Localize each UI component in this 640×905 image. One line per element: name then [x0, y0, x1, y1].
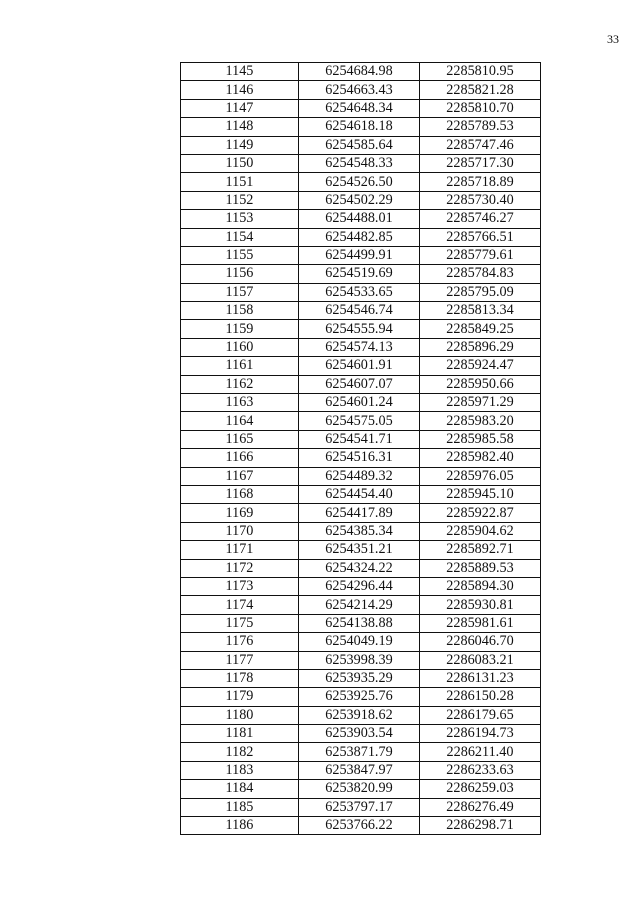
- y-coordinate-cell: 2285894.30: [419, 577, 540, 595]
- y-coordinate-cell: 2285982.40: [419, 449, 540, 467]
- table-row: [181, 283, 541, 301]
- x-coordinate-cell: 6253820.99: [298, 780, 419, 798]
- y-coordinate-cell: 2285717.30: [419, 154, 540, 172]
- y-coordinate-cell: 2286150.28: [419, 688, 540, 706]
- y-coordinate-cell: 2286211.40: [419, 743, 540, 761]
- y-coordinate-cell: 2285849.25: [419, 320, 540, 338]
- point-number-cell: 1179: [181, 688, 299, 706]
- y-coordinate-cell: 2286259.03: [419, 780, 540, 798]
- y-coordinate-cell: 2285813.34: [419, 302, 540, 320]
- x-coordinate-cell: 6254482.85: [298, 228, 419, 246]
- y-coordinate-cell: 2285971.29: [419, 394, 540, 412]
- table-row: [181, 559, 541, 577]
- y-coordinate-cell: 2285904.62: [419, 522, 540, 540]
- coordinates-table-body: [181, 63, 541, 835]
- y-coordinate-cell: 2285810.70: [419, 99, 540, 117]
- x-coordinate-cell: 6254214.29: [298, 596, 419, 614]
- table-row: [181, 173, 541, 191]
- y-coordinate-cell: 2285766.51: [419, 228, 540, 246]
- y-coordinate-cell: 2285896.29: [419, 338, 540, 356]
- y-coordinate-cell: 2285810.95: [419, 63, 540, 81]
- table-row: [181, 743, 541, 761]
- x-coordinate-cell: 6254648.34: [298, 99, 419, 117]
- x-coordinate-cell: 6254488.01: [298, 210, 419, 228]
- y-coordinate-cell: 2285930.81: [419, 596, 540, 614]
- y-coordinate-cell: 2286046.70: [419, 633, 540, 651]
- x-coordinate-cell: 6254324.22: [298, 559, 419, 577]
- point-number-cell: 1161: [181, 357, 299, 375]
- y-coordinate-cell: 2285981.61: [419, 614, 540, 632]
- x-coordinate-cell: 6254533.65: [298, 283, 419, 301]
- coordinates-table: [180, 62, 541, 835]
- x-coordinate-cell: 6254546.74: [298, 302, 419, 320]
- point-number-cell: 1152: [181, 191, 299, 209]
- table-row: [181, 522, 541, 540]
- table-row: [181, 688, 541, 706]
- table-row: [181, 302, 541, 320]
- table-row: [181, 191, 541, 209]
- x-coordinate-cell: 6254296.44: [298, 577, 419, 595]
- point-number-cell: 1163: [181, 394, 299, 412]
- x-coordinate-cell: 6254385.34: [298, 522, 419, 540]
- point-number-cell: 1168: [181, 485, 299, 503]
- point-number-cell: 1155: [181, 246, 299, 264]
- y-coordinate-cell: 2286131.23: [419, 669, 540, 687]
- table-row: [181, 81, 541, 99]
- point-number-cell: 1156: [181, 265, 299, 283]
- point-number-cell: 1159: [181, 320, 299, 338]
- table-row: [181, 651, 541, 669]
- table-row: [181, 669, 541, 687]
- point-number-cell: 1170: [181, 522, 299, 540]
- x-coordinate-cell: 6254499.91: [298, 246, 419, 264]
- y-coordinate-cell: 2285746.27: [419, 210, 540, 228]
- point-number-cell: 1166: [181, 449, 299, 467]
- x-coordinate-cell: 6254555.94: [298, 320, 419, 338]
- table-row: [181, 228, 541, 246]
- page-number: 33: [607, 32, 619, 46]
- y-coordinate-cell: 2286179.65: [419, 706, 540, 724]
- table-row: [181, 725, 541, 743]
- x-coordinate-cell: 6254585.64: [298, 136, 419, 154]
- point-number-cell: 1158: [181, 302, 299, 320]
- y-coordinate-cell: 2285747.46: [419, 136, 540, 154]
- point-number-cell: 1176: [181, 633, 299, 651]
- point-number-cell: 1148: [181, 118, 299, 136]
- y-coordinate-cell: 2285718.89: [419, 173, 540, 191]
- y-coordinate-cell: 2285924.47: [419, 357, 540, 375]
- point-number-cell: 1186: [181, 817, 299, 835]
- x-coordinate-cell: 6254526.50: [298, 173, 419, 191]
- table-row: [181, 357, 541, 375]
- x-coordinate-cell: 6254607.07: [298, 375, 419, 393]
- table-row: [181, 246, 541, 264]
- x-coordinate-cell: 6253925.76: [298, 688, 419, 706]
- table-row: [181, 817, 541, 835]
- point-number-cell: 1184: [181, 780, 299, 798]
- x-coordinate-cell: 6254489.32: [298, 467, 419, 485]
- y-coordinate-cell: 2286083.21: [419, 651, 540, 669]
- point-number-cell: 1165: [181, 430, 299, 448]
- table-row: [181, 577, 541, 595]
- x-coordinate-cell: 6253998.39: [298, 651, 419, 669]
- y-coordinate-cell: 2285779.61: [419, 246, 540, 264]
- table-row: [181, 485, 541, 503]
- table-row: [181, 394, 541, 412]
- table-row: [181, 780, 541, 798]
- x-coordinate-cell: 6254684.98: [298, 63, 419, 81]
- y-coordinate-cell: 2285795.09: [419, 283, 540, 301]
- x-coordinate-cell: 6254516.31: [298, 449, 419, 467]
- x-coordinate-cell: 6254601.91: [298, 357, 419, 375]
- x-coordinate-cell: 6253903.54: [298, 725, 419, 743]
- point-number-cell: 1153: [181, 210, 299, 228]
- point-number-cell: 1181: [181, 725, 299, 743]
- x-coordinate-cell: 6254502.29: [298, 191, 419, 209]
- point-number-cell: 1169: [181, 504, 299, 522]
- table-row: [181, 430, 541, 448]
- table-row: [181, 412, 541, 430]
- point-number-cell: 1175: [181, 614, 299, 632]
- x-coordinate-cell: 6254575.05: [298, 412, 419, 430]
- table-row: [181, 596, 541, 614]
- y-coordinate-cell: 2286298.71: [419, 817, 540, 835]
- y-coordinate-cell: 2285789.53: [419, 118, 540, 136]
- point-number-cell: 1157: [181, 283, 299, 301]
- point-number-cell: 1146: [181, 81, 299, 99]
- y-coordinate-cell: 2285950.66: [419, 375, 540, 393]
- point-number-cell: 1145: [181, 63, 299, 81]
- table-row: [181, 154, 541, 172]
- table-row: [181, 210, 541, 228]
- table-row: [181, 798, 541, 816]
- y-coordinate-cell: 2285730.40: [419, 191, 540, 209]
- point-number-cell: 1147: [181, 99, 299, 117]
- x-coordinate-cell: 6254601.24: [298, 394, 419, 412]
- point-number-cell: 1160: [181, 338, 299, 356]
- y-coordinate-cell: 2285922.87: [419, 504, 540, 522]
- x-coordinate-cell: 6254417.89: [298, 504, 419, 522]
- x-coordinate-cell: 6253935.29: [298, 669, 419, 687]
- x-coordinate-cell: 6254519.69: [298, 265, 419, 283]
- point-number-cell: 1172: [181, 559, 299, 577]
- table-row: [181, 320, 541, 338]
- table-row: [181, 633, 541, 651]
- table-row: [181, 63, 541, 81]
- table-row: [181, 449, 541, 467]
- point-number-cell: 1183: [181, 761, 299, 779]
- table-row: [181, 375, 541, 393]
- x-coordinate-cell: 6253766.22: [298, 817, 419, 835]
- y-coordinate-cell: 2286276.49: [419, 798, 540, 816]
- table-row: [181, 338, 541, 356]
- x-coordinate-cell: 6253871.79: [298, 743, 419, 761]
- table-row: [181, 504, 541, 522]
- y-coordinate-cell: 2285889.53: [419, 559, 540, 577]
- x-coordinate-cell: 6254663.43: [298, 81, 419, 99]
- x-coordinate-cell: 6254548.33: [298, 154, 419, 172]
- y-coordinate-cell: 2285976.05: [419, 467, 540, 485]
- x-coordinate-cell: 6254049.19: [298, 633, 419, 651]
- point-number-cell: 1149: [181, 136, 299, 154]
- x-coordinate-cell: 6253797.17: [298, 798, 419, 816]
- y-coordinate-cell: 2285784.83: [419, 265, 540, 283]
- x-coordinate-cell: 6254138.88: [298, 614, 419, 632]
- point-number-cell: 1164: [181, 412, 299, 430]
- table-row: [181, 614, 541, 632]
- table-row: [181, 118, 541, 136]
- point-number-cell: 1178: [181, 669, 299, 687]
- x-coordinate-cell: 6253918.62: [298, 706, 419, 724]
- y-coordinate-cell: 2285985.58: [419, 430, 540, 448]
- x-coordinate-cell: 6253847.97: [298, 761, 419, 779]
- y-coordinate-cell: 2285945.10: [419, 485, 540, 503]
- point-number-cell: 1173: [181, 577, 299, 595]
- table-row: [181, 136, 541, 154]
- y-coordinate-cell: 2286194.73: [419, 725, 540, 743]
- table-row: [181, 706, 541, 724]
- table-row: [181, 99, 541, 117]
- x-coordinate-cell: 6254618.18: [298, 118, 419, 136]
- point-number-cell: 1182: [181, 743, 299, 761]
- table-row: [181, 761, 541, 779]
- x-coordinate-cell: 6254454.40: [298, 485, 419, 503]
- table-row: [181, 467, 541, 485]
- point-number-cell: 1167: [181, 467, 299, 485]
- x-coordinate-cell: 6254574.13: [298, 338, 419, 356]
- y-coordinate-cell: 2285892.71: [419, 541, 540, 559]
- point-number-cell: 1171: [181, 541, 299, 559]
- x-coordinate-cell: 6254351.21: [298, 541, 419, 559]
- point-number-cell: 1151: [181, 173, 299, 191]
- point-number-cell: 1162: [181, 375, 299, 393]
- point-number-cell: 1177: [181, 651, 299, 669]
- y-coordinate-cell: 2285983.20: [419, 412, 540, 430]
- table-row: [181, 541, 541, 559]
- point-number-cell: 1174: [181, 596, 299, 614]
- point-number-cell: 1180: [181, 706, 299, 724]
- y-coordinate-cell: 2285821.28: [419, 81, 540, 99]
- point-number-cell: 1185: [181, 798, 299, 816]
- x-coordinate-cell: 6254541.71: [298, 430, 419, 448]
- table-row: [181, 265, 541, 283]
- y-coordinate-cell: 2286233.63: [419, 761, 540, 779]
- point-number-cell: 1154: [181, 228, 299, 246]
- point-number-cell: 1150: [181, 154, 299, 172]
